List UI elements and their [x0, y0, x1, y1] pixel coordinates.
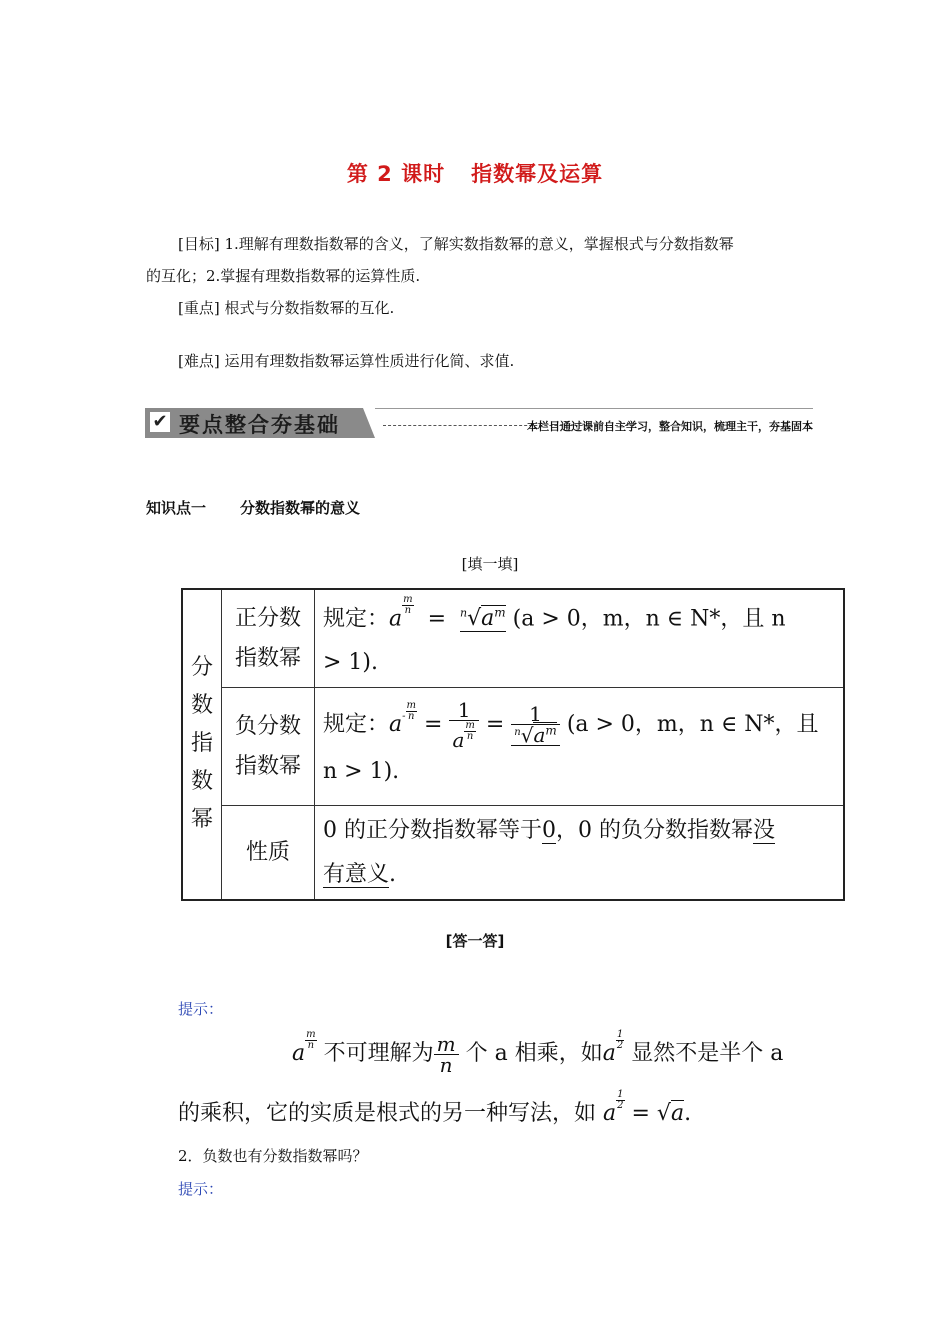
question-2: 2．负数也有分数指数幂吗？ [178, 1147, 368, 1165]
banner-title: 要点整合夯基础 [179, 413, 340, 437]
row-label-positive: 正分数 指数幂 [222, 589, 315, 688]
section-name: 分数指数幂的意义 [240, 499, 361, 517]
page-title [0, 158, 950, 188]
section-label: 知识点一 [146, 499, 207, 517]
row-label-property: 性质 [222, 806, 315, 900]
fill-label: [填一填] [461, 555, 519, 573]
goal-line2: 的互化；2.掌握有理数指数幂的运算性质. [146, 267, 421, 285]
title-part2: 指数幂及运算 [471, 162, 604, 186]
answer-blank-radical: $^n√a^m$ [460, 606, 506, 632]
checkmark-icon: ✔ [150, 412, 170, 432]
banner-top-rule [375, 408, 813, 409]
row-content-property: 0 的正分数指数幂等于0，0 的负分数指数幂没 有意义. [315, 806, 845, 900]
section-heading [146, 497, 360, 518]
row-content-positive: 规定：a $\frac{m}{n}$ = $^n√a^m$ (a > 0，m，n ∈ N*，且 n > 1). [315, 589, 845, 688]
section-banner [145, 406, 813, 440]
hint-label-2: 提示： [178, 1180, 224, 1198]
title-part1: 第 2 课时 [346, 162, 446, 186]
answer-blank-reciprocal: $\frac{1}{^n√a^m}$ [511, 704, 560, 747]
banner-note: 本栏目通过课前自主学习，整合知识，梳理主干，夯基固本 [527, 420, 813, 433]
row-label-negative: 负分数 指数幂 [222, 688, 315, 806]
fractional-exponent-table [181, 588, 845, 901]
hint-line-1: a $\frac{m}{n}$ 不可理解为 $\frac{m}{n}$ 个 a 相乘，如a $\frac{1}{2}$ 显然不是半个 a [292, 1029, 784, 1077]
goal-line1: [目标] 1.理解有理数指数幂的含义，了解实数指数幂的意义，掌握根式与分数指数幂 [178, 235, 734, 253]
row-content-negative: 规定：a - $\frac{m}{n}$ = 1 a $\frac{m}{n}$ = $\frac{1}{^n√a^m}$ (a > 0，m，n ∈ N*，且 n > 1). [315, 688, 845, 806]
side-label: 分 数 指 数 幂 [182, 589, 222, 900]
hint-label-1: 提示： [178, 1000, 224, 1018]
difficulty-point: [难点] 运用有理数指数幂运算性质进行化简、求值. [178, 352, 515, 370]
key-point: [重点] 根式与分数指数幂的互化. [178, 299, 395, 317]
hint-line-2: 的乘积，它的实质是根式的另一种写法，如 a $\frac{1}{2}$ = √a. [178, 1089, 692, 1126]
answer-label: [答一答] [445, 932, 505, 950]
